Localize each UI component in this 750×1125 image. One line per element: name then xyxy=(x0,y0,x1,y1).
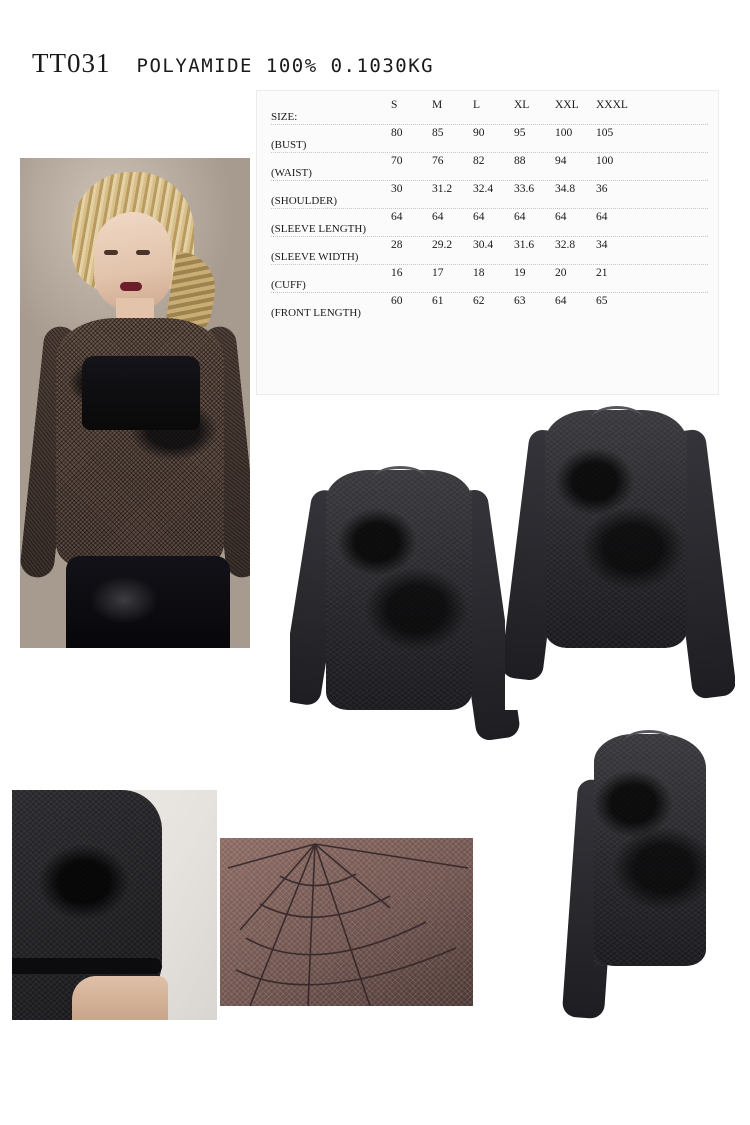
product-header xyxy=(32,48,434,79)
table-row xyxy=(271,211,708,239)
model-bandeau xyxy=(82,356,200,430)
table-row xyxy=(271,127,708,155)
cell-value: 95 xyxy=(514,127,526,139)
cell-value: 64 xyxy=(555,295,567,307)
cell-value: 63 xyxy=(514,295,526,307)
model-face xyxy=(94,212,172,310)
row-label: (SHOULDER) xyxy=(271,195,337,207)
model-photo xyxy=(20,158,250,648)
garment-body xyxy=(545,410,687,648)
row-label: (SLEEVE LENGTH) xyxy=(271,223,367,235)
cell-value: 28 xyxy=(391,239,403,251)
detail-fabric-photo xyxy=(220,838,473,1006)
cell-value: 30 xyxy=(391,183,403,195)
product-material: POLYAMIDE 100% 0.1030KG xyxy=(136,55,435,77)
cell-value: 100 xyxy=(596,155,614,167)
cell-value: 16 xyxy=(391,267,403,279)
size-column-xxxl: XXXL xyxy=(596,99,628,111)
cell-value: 31.2 xyxy=(432,183,453,195)
cell-value: 70 xyxy=(391,155,403,167)
cell-value: 20 xyxy=(555,267,567,279)
cell-value: 62 xyxy=(473,295,485,307)
table-row xyxy=(271,239,708,267)
cell-value: 36 xyxy=(596,183,608,195)
product-front-photo xyxy=(505,400,735,710)
model-lips xyxy=(120,282,142,291)
cell-value: 76 xyxy=(432,155,444,167)
cell-value: 64 xyxy=(391,211,403,223)
row-label: (SLEEVE WIDTH) xyxy=(271,251,359,263)
cell-value: 32.4 xyxy=(473,183,494,195)
spiderweb-pattern xyxy=(594,734,706,966)
cell-value: 19 xyxy=(514,267,526,279)
cell-value: 64 xyxy=(514,211,526,223)
cell-value: 100 xyxy=(555,127,573,139)
cell-value: 85 xyxy=(432,127,444,139)
cell-value: 31.6 xyxy=(514,239,535,251)
cell-value: 34.8 xyxy=(555,183,576,195)
cell-value: 60 xyxy=(391,295,403,307)
garment-body xyxy=(326,470,472,710)
size-chart-header xyxy=(271,99,708,127)
model-eye-right xyxy=(136,250,150,255)
cell-value: 33.6 xyxy=(514,183,535,195)
cell-value: 30.4 xyxy=(473,239,494,251)
model-eye-left xyxy=(104,250,118,255)
spiderweb-pattern xyxy=(545,410,687,648)
row-label: (FRONT LENGTH) xyxy=(271,307,361,319)
cell-value: 80 xyxy=(391,127,403,139)
cell-value: 21 xyxy=(596,267,608,279)
size-column-xxl: XXL xyxy=(555,99,579,111)
size-row-label: SIZE: xyxy=(271,111,298,123)
cell-value: 88 xyxy=(514,155,526,167)
product-back-photo xyxy=(290,450,520,780)
cell-value: 61 xyxy=(432,295,444,307)
cell-value: 17 xyxy=(432,267,444,279)
cell-value: 64 xyxy=(555,211,567,223)
row-label: (BUST) xyxy=(271,139,307,151)
cell-value: 64 xyxy=(596,211,608,223)
cell-value: 34 xyxy=(596,239,608,251)
cell-value: 64 xyxy=(473,211,485,223)
leather-highlight xyxy=(90,576,158,624)
table-row xyxy=(271,295,708,322)
table-row xyxy=(271,183,708,211)
size-column-l: L xyxy=(473,99,481,111)
cell-value: 64 xyxy=(432,211,444,223)
cell-value: 18 xyxy=(473,267,485,279)
size-chart xyxy=(256,90,719,395)
garment-collar xyxy=(624,730,674,753)
size-column-m: M xyxy=(432,99,443,111)
garment-collar xyxy=(374,466,426,489)
size-column-s: S xyxy=(391,99,398,111)
product-side-photo xyxy=(520,720,735,1040)
garment-cuff-hem xyxy=(12,958,162,974)
cell-value: 90 xyxy=(473,127,485,139)
product-sku: TT031 xyxy=(32,48,111,78)
cell-value: 29.2 xyxy=(432,239,453,251)
cell-value: 65 xyxy=(596,295,608,307)
size-column-xl: XL xyxy=(514,99,530,111)
table-row xyxy=(271,155,708,183)
row-label: (CUFF) xyxy=(271,279,306,291)
model-hand xyxy=(72,976,168,1020)
row-label: (WAIST) xyxy=(271,167,312,179)
cell-value: 32.8 xyxy=(555,239,576,251)
cell-value: 105 xyxy=(596,127,614,139)
table-row xyxy=(271,267,708,295)
garment-body xyxy=(594,734,706,966)
detail-cuff-photo xyxy=(12,790,217,1020)
spiderweb-pattern xyxy=(326,470,472,710)
cell-value: 82 xyxy=(473,155,485,167)
cell-value: 94 xyxy=(555,155,567,167)
spiderweb-pattern-icon xyxy=(220,838,473,1006)
garment-collar xyxy=(591,406,643,431)
